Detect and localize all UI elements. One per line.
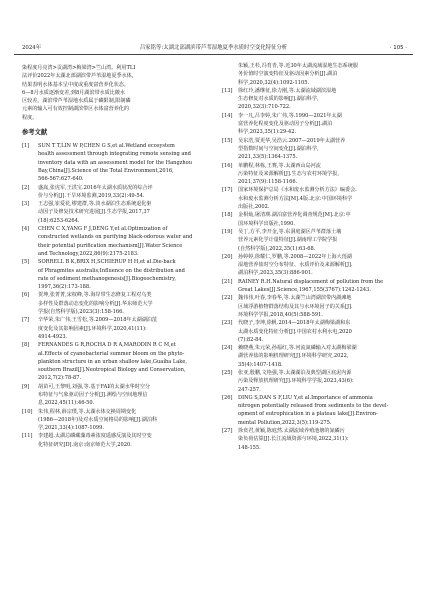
reference-item xyxy=(22,184,214,201)
reference-item xyxy=(222,137,414,162)
reference-item xyxy=(222,211,414,228)
reference-number: [26] xyxy=(222,394,233,401)
reference-line: 营养元素化学计量特征[J].湖南理工学院学报 xyxy=(238,237,338,244)
reference-line: 赖晓燕,朱元荣,孙福红,等.河流氮磷输入对太湖梅梁湖 xyxy=(238,345,357,352)
reference-line: 代晓子,李坤,徐帆.2014—2018年太湖梅梁湖和东 xyxy=(238,320,351,327)
reference-line: 贺坤,张菁菁,宋权峰,等.海岸带生态修复工程对乌类 xyxy=(38,292,152,299)
reference-line: 价与分析[J].干旱环境监测,2019,33(2):49-54. xyxy=(38,192,145,199)
right-column xyxy=(222,62,414,452)
reference-line: 务价值时空演变特征及驱动因素分析[J].湖泊 xyxy=(238,71,338,78)
reference-item xyxy=(222,112,414,137)
reference-line: 金相灿,屠清瑛.湖泊富营养化调查规范[M].北京:中 xyxy=(238,212,351,219)
conclusion-line: 程度。 xyxy=(22,114,38,121)
reference-item xyxy=(22,408,214,433)
reference-number: [2] xyxy=(22,184,30,191)
reference-item xyxy=(22,316,214,341)
reference-line: 科学,2023,35(1):29-42. xyxy=(238,129,297,136)
reference-line: 1997,36(2):173-188. xyxy=(38,284,91,291)
reference-item xyxy=(222,427,414,452)
reference-list-right xyxy=(222,62,414,452)
reference-item xyxy=(222,294,414,319)
reference-number: [5] xyxy=(22,259,30,266)
reference-line: 孙婷婷,徐耀仁,罗鹏,等.2008—2022年上海大莲湖 xyxy=(238,253,352,260)
reference-line: (18):6253-6264. xyxy=(38,217,80,224)
reference-line: southern Brazil[J].Neotropical Biology and Conservation, xyxy=(38,367,186,374)
reference-line: 太湖水质变化特征分析[J].中国农村水利水电,2020 xyxy=(238,328,352,335)
reference-line: al.Effects of cyanobacterial summer bloom on the phyto- xyxy=(38,350,185,357)
reference-item xyxy=(222,278,414,295)
reference-line: 出版社,2002. xyxy=(238,204,270,211)
reference-item xyxy=(222,344,414,369)
reference-number: [24] xyxy=(222,345,233,352)
reference-item xyxy=(222,319,414,344)
reference-line: 148-155. xyxy=(238,444,261,451)
reference-item xyxy=(22,341,214,382)
reference-line: 区域浮游植物群落结构及其与水环境因子的关系[J]. xyxy=(238,303,353,310)
reference-line: 动因子及修复技术研究进展[J].生态学报,2017,37 xyxy=(38,209,150,216)
reference-item xyxy=(222,228,414,253)
reference-line: 徐贲君,黄颖,陈庭然.太湖流域养殖池塘的氮磷污 xyxy=(238,428,345,435)
reference-line: 污染及释放机理研究[J].环境科学学报,2023,43(6): xyxy=(238,378,354,385)
reference-line: RAINEY R.H.Natural displacement of pollution from the xyxy=(238,278,384,285)
reference-line: 魏伟伟,叶春,李春华,等.太湖竺山湾湖滨带内湖滩地 xyxy=(238,295,352,302)
reference-line: 布特征与气象驱动因子分析[J].测绘与空间地理信 xyxy=(38,391,148,398)
reference-line: 单鹏程,林栋,王赛,等.太湖西山岛河流 xyxy=(238,162,321,169)
reference-line: 胡苗可,王黎明,刘强,等.基于FAI的太湖水华时空分 xyxy=(38,383,151,390)
reference-line: mental Pollution,2022,3(5):119-275. xyxy=(238,419,332,426)
conclusion-line: 6—8月水质逐渐变差,到8月湖滨带水质比敞水 xyxy=(22,89,126,96)
reference-line: DING S,DAN S F,LIU Y,et al.Importance of ammonia xyxy=(238,394,373,401)
reference-line: of Phragmites australis;Influence on the distribution and xyxy=(38,267,185,274)
reference-line: CHEN C X,YANG F J,DENG Y,et al.Optimization of xyxy=(38,226,168,233)
reference-line: 李建超.太湖总磷藏藻毒素浓度遥感反演及其时空变 xyxy=(38,433,152,440)
reference-line: 污染特征及来源解析[J].生态与农村环境学报, xyxy=(238,170,339,177)
reference-line: 息,2022,45(11):46-50. xyxy=(38,400,95,407)
reference-line: 247-257. xyxy=(238,386,261,393)
conclusion-line: 染程度月亮湾>贡湖湾>梅梁湾>竺山湾。利用TLI xyxy=(22,65,136,71)
left-column xyxy=(22,64,214,449)
reference-line: 朱伟,程林,薛宗璞,等.太湖水体交换周期变化 xyxy=(38,408,137,415)
reference-number: [14] xyxy=(222,112,233,119)
reference-line: and Technology,2022,86(9):2175-2183. xyxy=(38,250,139,257)
reference-number: [22] xyxy=(222,295,233,302)
reference-line: 张亚,殷鹏,文艳强,等.太湖湖泊及典型湖区底泥内源 xyxy=(238,369,352,376)
reference-number: [20] xyxy=(222,253,233,260)
reference-number: [11] xyxy=(22,433,33,440)
reference-line: 国环境科学出版社,1990. xyxy=(238,220,295,227)
conclusion-line: 法评价2022年太湖北部湖滨带芦苇湿地夏季水体, xyxy=(22,73,134,80)
reference-line: constructed wetlands on purifying black-odorous water and xyxy=(38,234,193,241)
reference-line: FERNANDES G R,ROCHA D R A,MARODIN R C M,et xyxy=(38,342,176,349)
reference-number: [7] xyxy=(22,317,30,324)
reference-number: [25] xyxy=(222,369,233,376)
reference-number: [6] xyxy=(22,292,30,299)
header-page-number: · 105 · xyxy=(389,45,407,51)
reference-line: their potential purification mechanism[J].Water Science xyxy=(38,242,183,249)
reference-item xyxy=(222,62,414,87)
reference-line: opment of eutrophication in a plateau lake[J].Environ- xyxy=(238,411,378,418)
header-year: 2024年 xyxy=(22,45,42,51)
reference-line: 国家环境保护总局《水和废水监测分析方法》编委会. xyxy=(238,187,357,194)
reference-line: 朱颖,王杉,冯育青,等.近30年太湖流域湿地生态系统服 xyxy=(238,63,358,69)
reference-item xyxy=(22,383,214,408)
reference-line: 度变化及其影响因素[J].环境科学,2020,41(11): xyxy=(38,325,147,332)
reference-line: SUN T T,LIN W P,CHEN G S,et al.Wetland ecosystem xyxy=(38,143,175,150)
reference-line: rate of sediment methanogenesis[J].Biogeochemistry, xyxy=(38,275,176,282)
reference-line: 吴丁,方平,李开金,等.东洞庭湖区芦苇群落土壤 xyxy=(238,228,342,235)
reference-line: 辛华荣,朱广伟,王雪松,等.2009—2018年太湖湖泊菹 xyxy=(38,317,157,324)
reference-number: [1] xyxy=(22,143,30,150)
reference-number: [9] xyxy=(22,383,30,390)
reference-line: (自然科学版),2022,35(1):63-68. xyxy=(238,245,316,252)
reference-line: 水和废水监测分析方法[M].4版.北京:中国环境科学 xyxy=(238,195,353,202)
reference-line: (7):82-84. xyxy=(238,336,264,343)
reference-item xyxy=(222,369,414,394)
reference-item xyxy=(22,291,214,316)
reference-line: 盛嵩,张虎军,王洪宝.2016年太湖水质状况的综合评 xyxy=(38,184,153,191)
reference-line: 李一凡,吕李婷,朱广伟,等.1990—2021年太湖 xyxy=(238,112,342,119)
reference-line: 吴东浩,贾更华,吴浩云.2007—2019年太湖营养 xyxy=(238,137,346,144)
reference-line: 型指数时间与空间变化[J].湖泊科学, xyxy=(238,145,319,152)
conclusion-line: 结果表明水体基本呈中度或重度富营养化状态。 xyxy=(22,81,129,88)
reference-line: plankton structure in an urban shallow lake,Guaíba Lake, xyxy=(38,358,188,365)
conclusion-paragraph xyxy=(22,64,214,122)
reference-line: (1986—2018年)及对水质空间格局的影响[J].湖泊科 xyxy=(38,416,158,423)
reference-item xyxy=(222,186,414,211)
reference-number: [8] xyxy=(22,342,30,349)
reference-line: 2021,37(9):1158-1166. xyxy=(238,179,298,186)
reference-line: 湖泊科学,2023,35(3):886-901. xyxy=(238,270,313,277)
reference-number: [23] xyxy=(222,320,233,327)
reference-line: 35(4):1407-1418. xyxy=(238,361,283,368)
reference-line: Bay,China[J].Science of the Total Environment,2016, xyxy=(38,167,174,174)
reference-item xyxy=(222,253,414,278)
conclusion-line: 元素的输入可有效控制湖滨带区水体富营养化的 xyxy=(22,106,129,113)
reference-line: inventory data with an assessment model for the Hangzhou xyxy=(38,159,193,166)
reference-line: SORRELL B K,BRIX H,SCHIERUP H H,et al.Die-back xyxy=(38,259,176,266)
reference-item xyxy=(22,225,214,258)
reference-line: health assessment through integrating remote sensing and xyxy=(38,151,191,158)
reference-number: [19] xyxy=(222,228,233,235)
reference-line: 科学,2020,32(4):1092-1105. xyxy=(238,79,310,86)
conclusion-line: 区较差。湖滨带芦苇湿地水质属于磷限制,限制磷 xyxy=(22,98,131,105)
reference-line: 多样性及群落动态变化的影响分析[J].华东师范大学 xyxy=(38,300,153,307)
reference-number: [3] xyxy=(22,201,30,208)
reference-line: 湿地营养盐时空分布特征、水质评价及来源解析[J]. xyxy=(238,262,353,269)
reference-line: 湖营养盐的影响机理研究[J].环境科学研究,2022, xyxy=(238,353,349,360)
reference-list-left xyxy=(22,142,214,449)
reference-line: 生态修复对水质的影响[J].湖泊科学, xyxy=(238,96,319,103)
reference-line: 2020,32(3):710-722. xyxy=(238,104,291,111)
reference-item xyxy=(22,200,214,225)
reference-number: [21] xyxy=(222,278,233,285)
reference-number: [18] xyxy=(222,212,233,219)
reference-line: 2012,7(2):78-87. xyxy=(38,375,82,382)
reference-line: 566-567:627-640. xyxy=(38,176,84,183)
running-header xyxy=(14,43,413,55)
reference-line: 环境科学学报,2018,40(5):588-591. xyxy=(238,311,323,318)
reference-item xyxy=(222,394,414,427)
reference-line: 学报(自然科学版),2023(3):158-166. xyxy=(38,309,124,316)
reference-item xyxy=(22,142,214,183)
reference-line: Great Lakes[J].Science,1967,155(3767):1242-1243. xyxy=(238,287,371,294)
reference-line: 徐红玲,潘继征,徐力刚,等.太湖流域湖滨湿地 xyxy=(238,87,337,94)
reference-line: 4914-4923. xyxy=(38,333,68,340)
references-heading: 参考文献 xyxy=(22,129,48,137)
reference-line: 学,2021,33(4):1087-1099. xyxy=(38,425,104,432)
reference-number: [13] xyxy=(222,87,233,94)
reference-item xyxy=(222,87,414,112)
reference-number: [10] xyxy=(22,408,33,415)
reference-line: 化特征研究[D].南京:南京师范大学,2020. xyxy=(38,441,132,448)
header-title: 吕家铭等:太湖北部湖滨带芦苇湿地夏季水质时空变化特征分析 xyxy=(139,45,288,51)
reference-number: [27] xyxy=(222,428,233,435)
reference-number: [15] xyxy=(222,137,233,144)
reference-line: nitrogen potentially released from sediments to the devel- xyxy=(238,403,389,410)
reference-number: [17] xyxy=(222,187,233,194)
reference-line: 富营养化程度变化及驱动因子分析[J].湖泊 xyxy=(238,121,333,128)
reference-line: 染负荷估算[J].长江流域资源与环境,2022,31(1): xyxy=(238,436,349,443)
reference-item xyxy=(222,162,414,187)
reference-line: 王志强,崔爱花,缪建群,等.淡水湖泊生态系统退化驱 xyxy=(38,201,152,208)
reference-number: [4] xyxy=(22,226,30,233)
reference-item xyxy=(22,258,214,291)
reference-line: 2021,33(5):1364-1375. xyxy=(238,154,298,161)
reference-number: [16] xyxy=(222,162,233,169)
reference-item xyxy=(22,432,214,449)
